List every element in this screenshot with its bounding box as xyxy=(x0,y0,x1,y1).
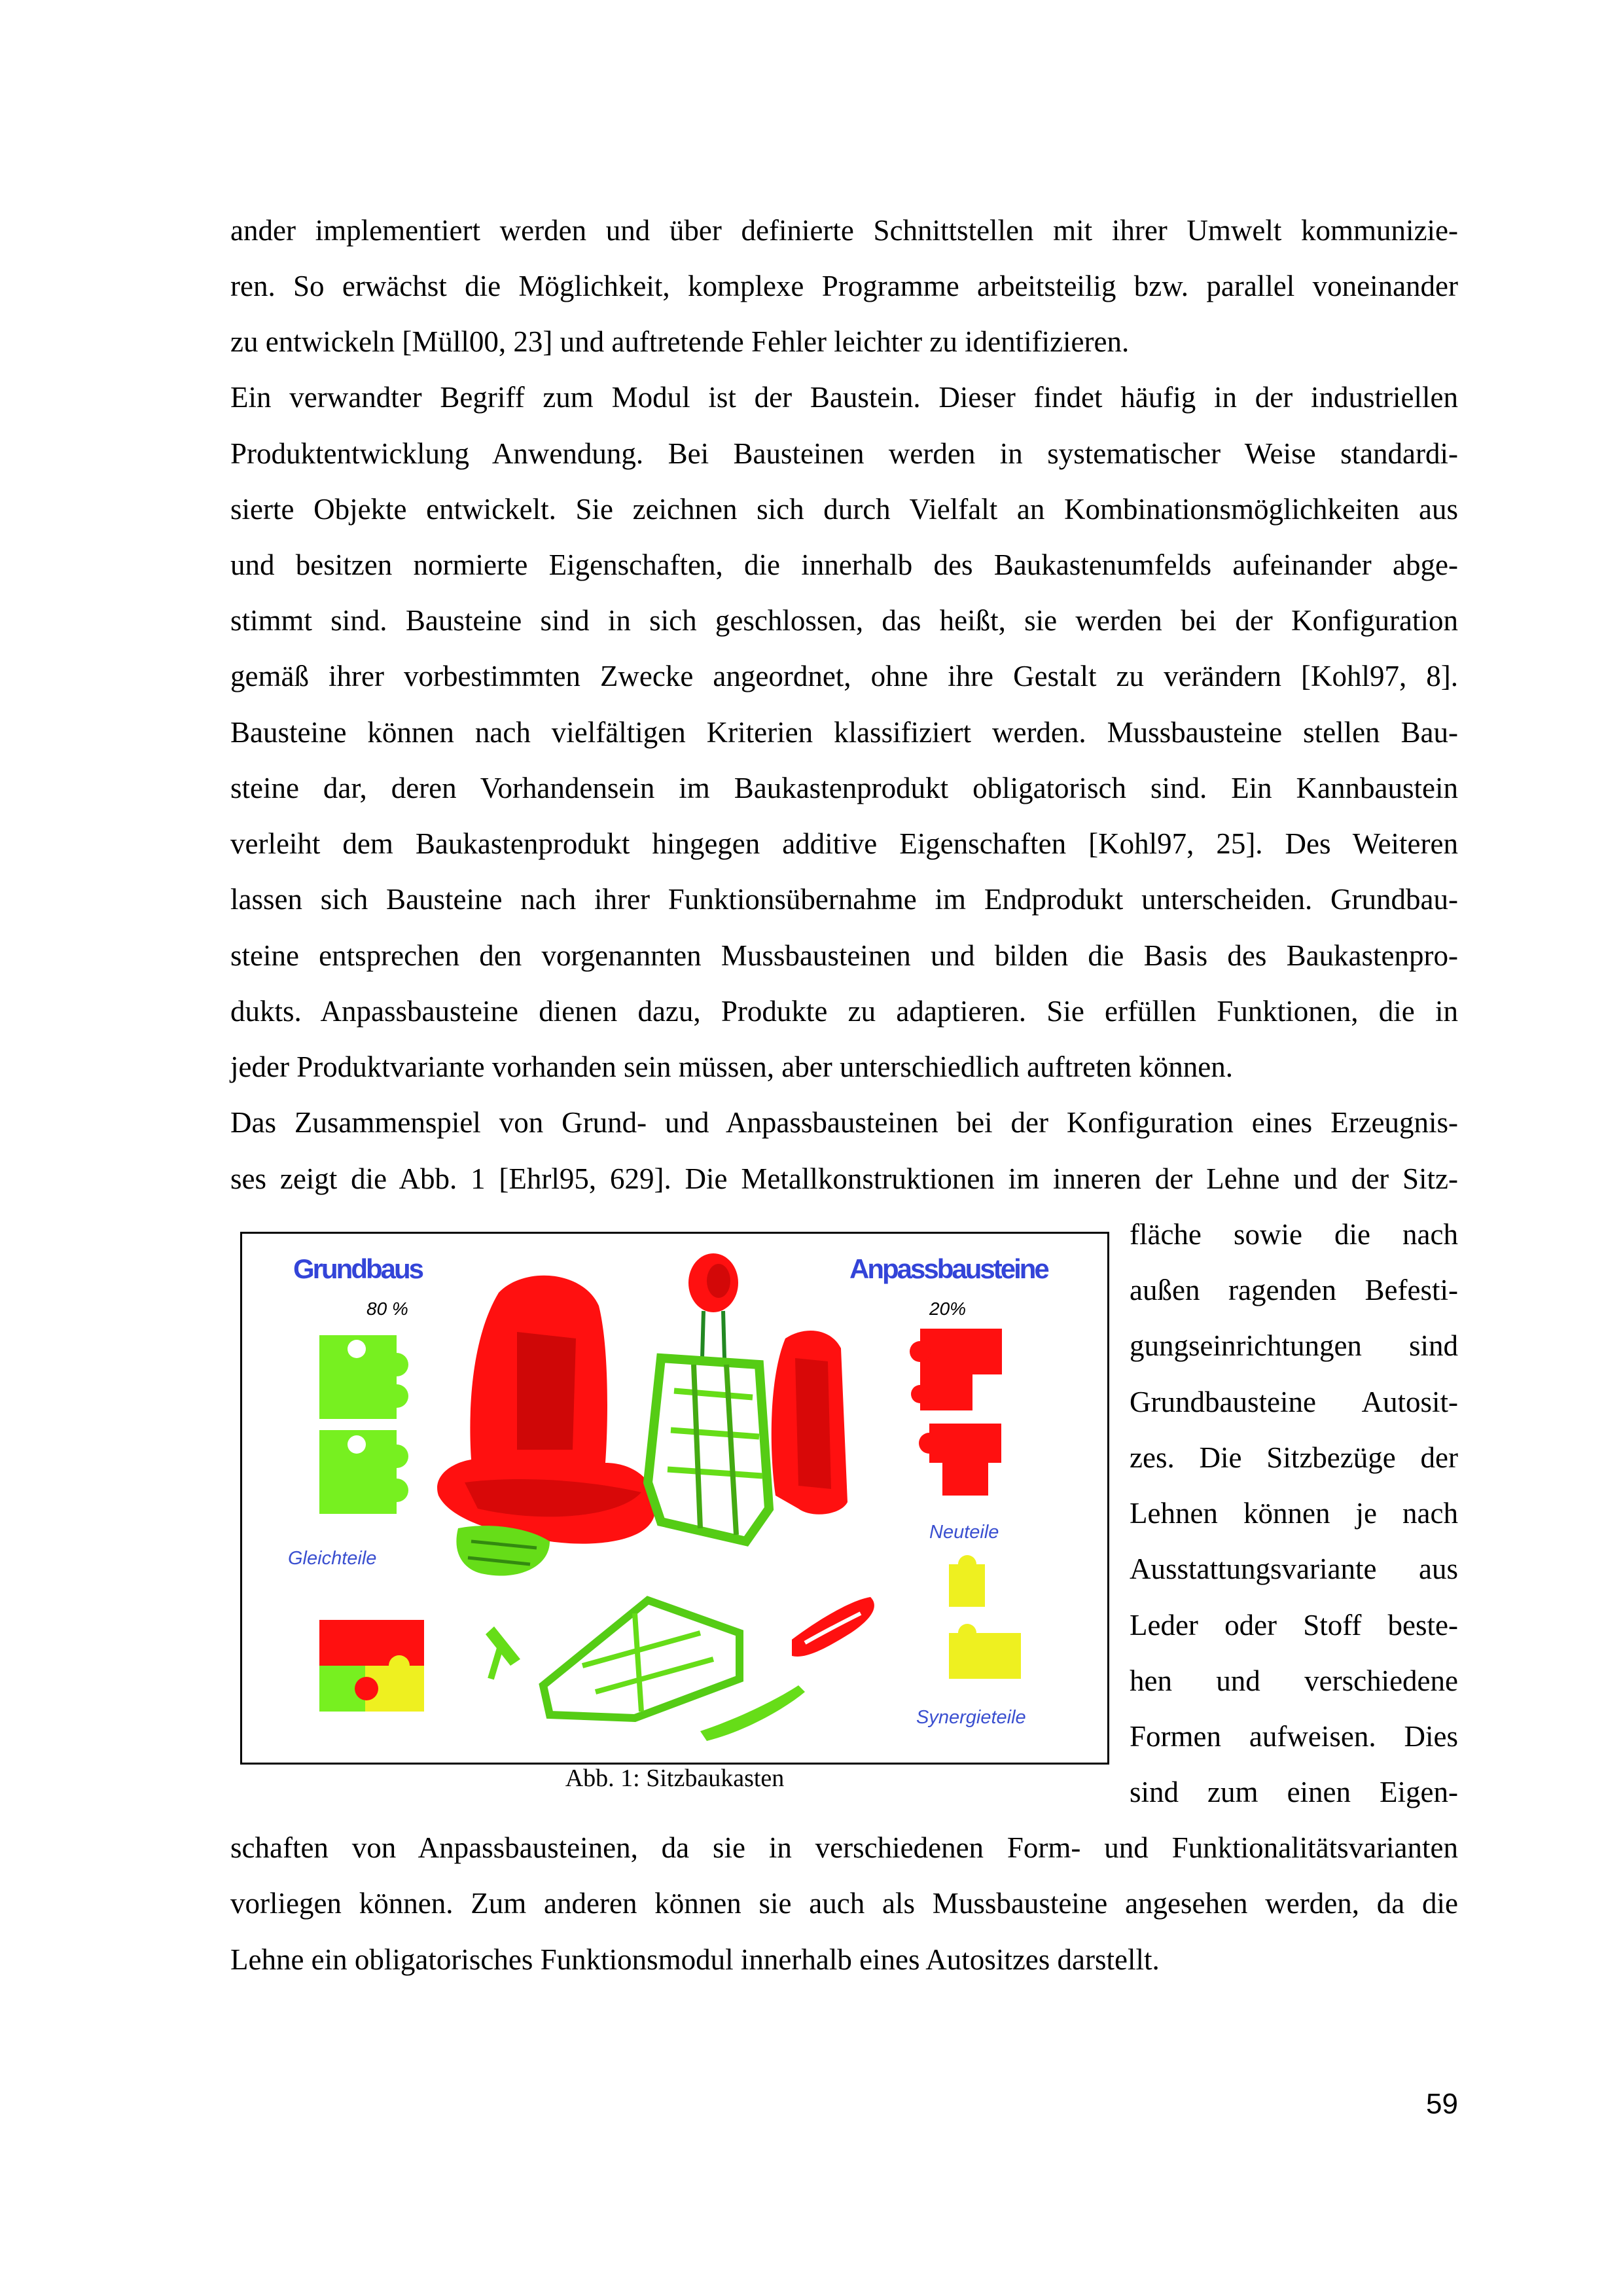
body-line: Produktentwicklung Anwendung. Bei Bausteinen werden in systematischer Weise standardi- xyxy=(230,437,1458,470)
body-line: Bausteine können nach vielfältigen Kriterien klassifiziert werden. Mussbausteine stellen Bau- xyxy=(230,716,1458,749)
body-line: schaften von Anpassbausteinen, da sie in verschiedenen Form- und Funktionalitätsvarianten xyxy=(230,1831,1458,1864)
figure-right-percent: 20% xyxy=(929,1299,967,1319)
backrest-frame-green xyxy=(648,1358,769,1541)
figure-illustration xyxy=(242,1234,1107,1763)
combined-puzzle-piece xyxy=(319,1620,424,1712)
body-line: stimmt sind. Bausteine sind in sich geschlossen, das heißt, sie werden bei der Konfiguration xyxy=(230,604,1458,637)
green-puzzle-piece-2 xyxy=(319,1430,408,1514)
side-bracket-green xyxy=(486,1626,520,1679)
body-line: steine dar, deren Vorhandensein im Baukastenprodukt obligatorisch sind. Ein Kannbaustein xyxy=(230,772,1458,804)
figure-left-heading: Grundbaus xyxy=(293,1253,423,1284)
seat-frame-green xyxy=(543,1600,740,1718)
wrap-line: Formen aufweisen. Dies xyxy=(1130,1720,1458,1753)
green-puzzle-piece-1 xyxy=(319,1335,408,1419)
wrap-line: Lehnen können je nach xyxy=(1130,1497,1458,1530)
headrest-red xyxy=(688,1253,738,1358)
body-line: sierte Objekte entwickelt. Sie zeichnen sich durch Vielfalt an Kombinationsmöglichkeiten aus xyxy=(230,493,1458,526)
body-line: gemäß ihrer vorbestimmten Zwecke angeordnet, ohne ihre Gestalt zu verändern [Kohl97, 8]. xyxy=(230,660,1458,692)
body-line: lassen sich Bausteine nach ihrer Funktionsübernahme im Endprodukt unterscheiden. Grundbau- xyxy=(230,883,1458,916)
wrap-line: fläche sowie die nach xyxy=(1130,1218,1458,1251)
page-number: 59 xyxy=(1426,2088,1458,2120)
body-line: ses zeigt die Abb. 1 [Ehrl95, 629]. Die Metallkonstruktionen im inneren der Lehne und der Sitz- xyxy=(230,1162,1458,1195)
body-line: vorliegen können. Zum anderen können sie auch als Mussbausteine angesehen werden, da die xyxy=(230,1887,1458,1920)
figure-caption: Abb. 1: Sitzbaukasten xyxy=(565,1765,785,1792)
wrap-line: Leder oder Stoff beste- xyxy=(1130,1609,1458,1641)
wrap-line: Ausstattungsvariante aus xyxy=(1130,1552,1458,1585)
figure-sitzbaukasten xyxy=(240,1232,1109,1765)
yellow-puzzle-piece-2 xyxy=(949,1624,1021,1679)
body-line: dukts. Anpassbausteine dienen dazu, Produkte zu adaptieren. Sie erfüllen Funktionen, die in xyxy=(230,995,1458,1028)
wrap-line: zes. Die Sitzbezüge der xyxy=(1130,1441,1458,1474)
body-line: ander implementiert werden und über definierte Schnittstellen mit ihrer Umwelt kommunizie- xyxy=(230,214,1458,247)
yellow-puzzle-piece-1 xyxy=(949,1555,985,1607)
body-line: steine entsprechen den vorgenannten Mussbausteinen und bilden die Basis des Baukastenpro- xyxy=(230,939,1458,972)
figure-label-gleichteile: Gleichteile xyxy=(288,1548,377,1569)
rail-green xyxy=(700,1685,805,1741)
figure-left-percent: 80 % xyxy=(366,1299,408,1319)
body-line: ren. So erwächst die Möglichkeit, komplexe Programme arbeitsteilig bzw. parallel voneinander xyxy=(230,270,1458,302)
wrap-line: gungseinrichtungen sind xyxy=(1130,1329,1458,1362)
body-line: Das Zusammenspiel von Grund- und Anpassbausteinen bei der Konfiguration eines Erzeugnis- xyxy=(230,1106,1458,1139)
body-line: zu entwickeln [Müll00, 23] und auftretende Fehler leichter zu identifizieren. xyxy=(230,325,1130,358)
figure-label-neuteile: Neuteile xyxy=(929,1522,999,1543)
body-line: und besitzen normierte Eigenschaften, die innerhalb des Baukastenumfelds aufeinander abge- xyxy=(230,548,1458,581)
wrap-line: sind zum einen Eigen- xyxy=(1130,1776,1458,1808)
body-line: Ein verwandter Begriff zum Modul ist der Baustein. Dieser findet häufig in der industriellen xyxy=(230,381,1458,414)
body-line: verleiht dem Baukastenprodukt hingegen additive Eigenschaften [Kohl97, 25]. Des Weiteren xyxy=(230,827,1458,860)
red-puzzle-piece-2 xyxy=(919,1424,1001,1496)
wrap-line: Grundbausteine Autosit- xyxy=(1130,1386,1458,1418)
seat-shell-red xyxy=(437,1276,656,1544)
wrap-line: außen ragenden Befesti- xyxy=(1130,1274,1458,1306)
body-line: jeder Produktvariante vorhanden sein müssen, aber unterschiedlich auftreten können. xyxy=(230,1050,1233,1083)
side-trim-red xyxy=(792,1597,874,1657)
red-puzzle-piece-1 xyxy=(910,1329,1002,1410)
body-line: Lehne ein obligatorisches Funktionsmodul innerhalb eines Autositzes darstellt. xyxy=(230,1943,1160,1976)
figure-label-synergieteile: Synergieteile xyxy=(916,1707,1026,1728)
backrest-cover-red xyxy=(772,1331,847,1515)
wrap-line: hen und verschiedene xyxy=(1130,1664,1458,1697)
figure-right-heading: Anpassbausteine xyxy=(849,1253,1048,1284)
